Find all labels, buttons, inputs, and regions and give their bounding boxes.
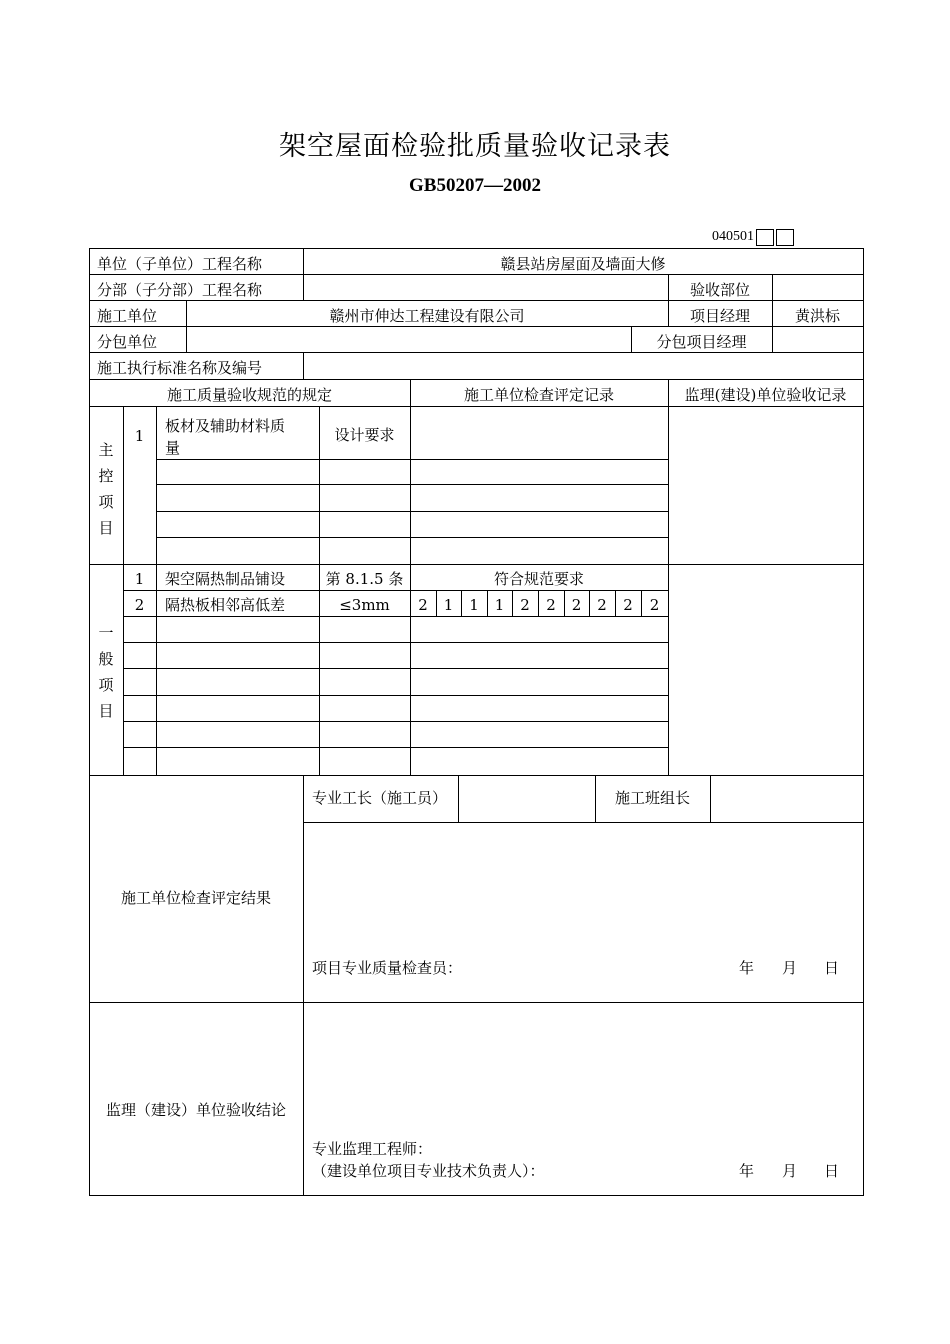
project-manager-value[interactable]: 黄洪标: [794, 307, 840, 325]
general-item-1-result[interactable]: 符合规范要求: [493, 570, 584, 588]
supervision-result-label: 监理（建设）单位验收结论: [105, 1101, 286, 1119]
grid-line: [710, 775, 711, 823]
general-item-1-spec: 第 8.1.5 条: [325, 570, 404, 588]
grid-line: [458, 775, 459, 823]
contractor-date-month: 月: [782, 959, 798, 977]
grid-line: [89, 274, 864, 275]
project-manager-label: 项目经理: [689, 307, 750, 325]
grid-line: [89, 326, 864, 327]
standard-name-label: 施工执行标准名称及编号: [97, 359, 263, 377]
team-leader-label: 施工班组长: [614, 789, 690, 807]
subproject-name-label: 分部（子分部）工程名称: [97, 281, 263, 299]
measurement-value[interactable]: 1: [469, 596, 479, 614]
general-item-2-number: 2: [134, 596, 145, 614]
contractor-value[interactable]: 赣州市伸达工程建设有限公司: [329, 307, 525, 325]
grid-line: [156, 511, 669, 512]
grid-line: [89, 379, 864, 380]
supervision-column-header: 监理(建设)单位验收记录: [684, 386, 847, 404]
measurement-value[interactable]: 2: [520, 596, 530, 614]
grid-line: [89, 352, 864, 353]
general-group-char-1: 一: [98, 624, 114, 642]
general-item-1-number: 1: [134, 570, 145, 588]
measurement-value[interactable]: 1: [443, 596, 454, 614]
foreman-label: 专业工长（施工员）: [312, 789, 448, 807]
main-item-requirement: 设计要求: [334, 426, 395, 444]
main-item-number: 1: [134, 427, 145, 445]
project-name-label: 单位（子单位）工程名称: [97, 255, 263, 273]
form-code-box-1[interactable]: [756, 229, 774, 246]
form-code: [712, 228, 794, 246]
grid-line: [123, 668, 669, 669]
grid-line: [123, 695, 669, 696]
measurement-value[interactable]: 2: [571, 596, 582, 614]
general-group-char-4: 目: [98, 702, 114, 720]
grid-line: [89, 1195, 864, 1196]
contractor-result-label: 施工单位检查评定结果: [120, 889, 271, 907]
main-group-char-2: 控: [98, 467, 114, 485]
spec-column-header: 施工质量验收规范的规定: [166, 386, 332, 404]
grid-line: [89, 300, 864, 301]
grid-line: [123, 642, 669, 643]
acceptance-part-label: 验收部位: [689, 281, 750, 299]
general-group-char-2: 般: [98, 650, 114, 668]
general-item-2-spec: ≤3mm: [339, 596, 390, 614]
standard-code: GB50207—2002: [409, 175, 541, 196]
grid-line: [156, 484, 669, 485]
main-group-char-4: 目: [98, 519, 114, 537]
grid-line: [89, 248, 864, 249]
grid-line: [123, 747, 669, 748]
grid-line: [89, 406, 864, 407]
grid-line: [123, 616, 669, 617]
measurement-value[interactable]: 2: [649, 596, 660, 614]
project-name-value[interactable]: 赣县站房屋面及墙面大修: [500, 255, 666, 273]
measurement-value[interactable]: 2: [418, 596, 428, 614]
grid-line: [303, 822, 864, 823]
check-column-header: 施工单位检查评定记录: [463, 386, 614, 404]
grid-line: [186, 326, 187, 353]
general-item-1-name: 架空隔热制品铺设: [165, 570, 286, 588]
grid-line: [156, 564, 157, 776]
supervision-date-month: 月: [782, 1162, 798, 1180]
grid-line: [772, 274, 773, 301]
form-code-number: 040501: [712, 229, 754, 244]
grid-line: [303, 352, 304, 380]
measurement-value[interactable]: 2: [623, 596, 633, 614]
grid-line: [772, 326, 773, 353]
measurement-value[interactable]: 1: [494, 596, 505, 614]
grid-line: [156, 459, 669, 460]
grid-line: [863, 248, 864, 1196]
grid-line: [303, 274, 304, 301]
contractor-date-year: 年: [739, 959, 755, 977]
page-title: 架空屋面检验批质量验收记录表: [279, 131, 671, 162]
measurement-value[interactable]: 2: [597, 596, 607, 614]
grid-line: [156, 406, 157, 565]
grid-line: [89, 564, 864, 565]
main-item-name-line2: 量: [165, 439, 181, 457]
form-code-box-2[interactable]: [776, 229, 794, 246]
main-group-char-3: 项: [98, 493, 114, 511]
main-item-name-line1: 板材及辅助材料质: [165, 417, 286, 435]
grid-line: [89, 1002, 864, 1003]
quality-inspector-label: 项目专业质量检查员：: [312, 959, 463, 977]
grid-line: [123, 721, 669, 722]
grid-line: [410, 406, 411, 565]
subcontractor-label: 分包单位: [97, 333, 158, 351]
contractor-date-day: 日: [824, 959, 840, 977]
contractor-label: 施工单位: [97, 307, 158, 325]
grid-line: [156, 537, 669, 538]
sub-project-manager-label: 分包项目经理: [656, 333, 747, 351]
measurement-value[interactable]: 2: [546, 596, 556, 614]
grid-line: [123, 590, 669, 591]
grid-line: [303, 775, 304, 1196]
general-group-char-3: 项: [98, 676, 114, 694]
supervision-date-day: 日: [824, 1162, 840, 1180]
main-group-char-1: 主: [98, 441, 114, 459]
supervision-date-year: 年: [739, 1162, 755, 1180]
grid-line: [89, 775, 864, 776]
owner-tech-lead-label: （建设单位项目专业技术负责人）：: [312, 1162, 545, 1180]
supervision-engineer-label: 专业监理工程师：: [312, 1140, 433, 1158]
general-item-2-name: 隔热板相邻高低差: [165, 596, 286, 614]
